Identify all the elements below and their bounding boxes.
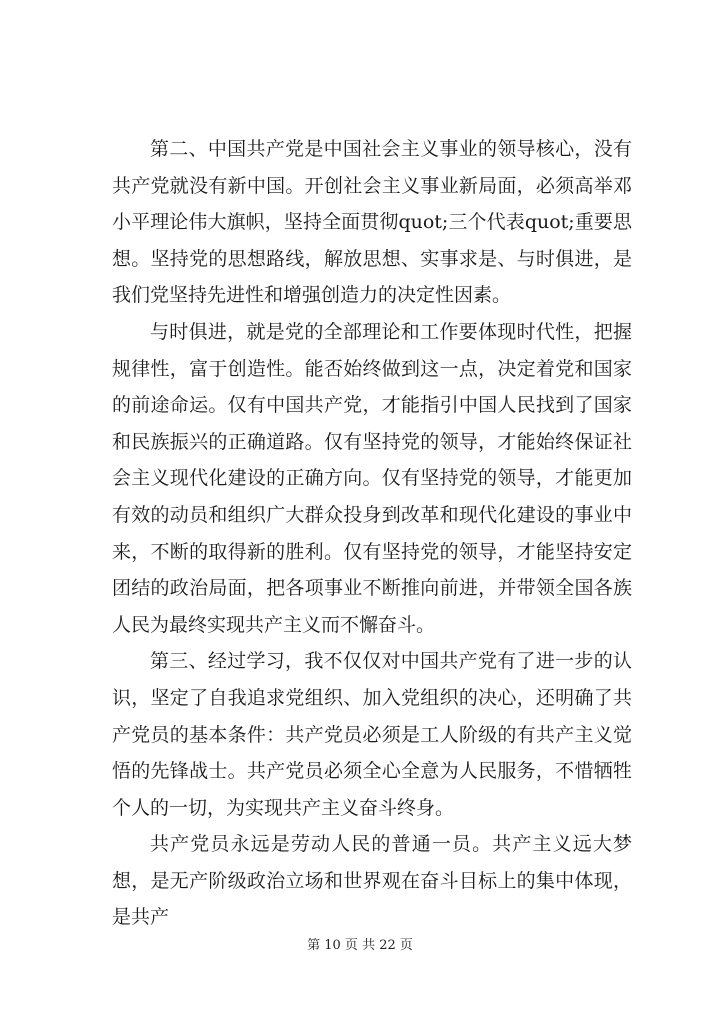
- paragraph-4: 共产党员永远是劳动人民的普通一员。共产主义远大梦想，是无产阶级政治立场和世界观在奋斗目标上的集中体现，是共产: [112, 833, 632, 929]
- page-number-footer: 第 10 页 共 22 页: [307, 938, 413, 953]
- document-body: [112, 131, 632, 936]
- paragraph-2: 与时俱进，就是党的全部理论和工作要体现时代性，把握规律性，富于创造性。能否始终做到这一点，决定着党和国家的前途命运。仅有中国共产党，才能指引中国人民找到了国家和民族振兴的正确道路。仅有坚持党的领导，才能始终保证社会主义现代化建设的正确方向。仅有坚持党的领导，才能更加有效的动员和组织广大群众投身到改革和现代化建设的事业中来，不断的取得新的胜利。仅有坚持党的领导，才能坚持安定团结的政治局面，把各项事业不断推向前进，并带领全国各族人民为最终实现共产主义而不懈奋斗。: [112, 320, 632, 636]
- paragraph-3: 第三、经过学习，我不仅仅对中国共产党有了进一步的认识，坚定了自我追求党组织、加入党组织的决心，还明确了共产党员的基本条件：共产党员必须是工人阶级的有共产主义觉悟的先锋战士。共产党员必须全心全意为人民服务，不惜牺牲个人的一切，为实现共产主义奋斗终身。: [112, 650, 632, 819]
- paragraph-1: 第二、中国共产党是中国社会主义事业的领导核心，没有共产党就没有新中国。开创社会主义事业新局面，必须高举邓小平理论伟大旗帜，坚持全面贯彻quot;三个代表quot;重要思想。坚持党的思想路线，解放思想、实事求是、与时俱进，是我们党坚持先进性和增强创造力的决定性因素。: [112, 138, 632, 307]
